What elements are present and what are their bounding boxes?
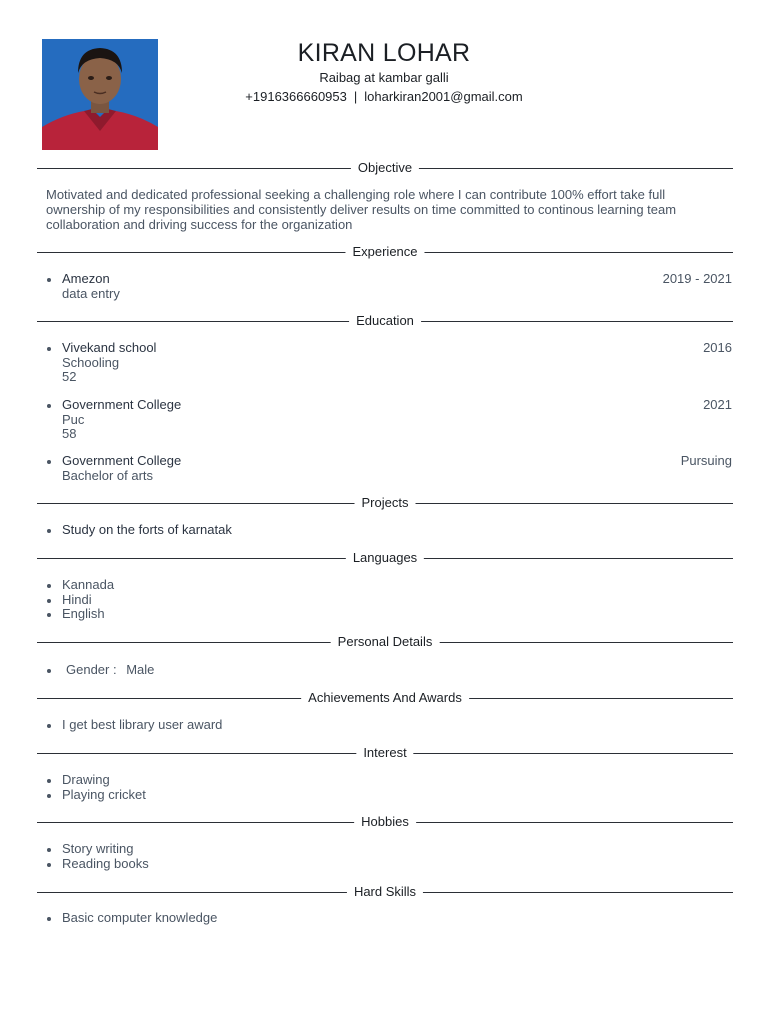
achievement-item: I get best library user award (46, 718, 222, 733)
section-title: Languages (346, 550, 424, 566)
education-institution: Government College (62, 397, 182, 412)
experience-company: Amezon (62, 271, 110, 286)
section-education (37, 313, 733, 329)
project-title: Study on the forts of karnatak (62, 522, 232, 537)
skill-item: Basic computer knowledge (46, 911, 217, 926)
languages-list (46, 578, 114, 622)
interest-list (46, 773, 146, 802)
section-title: Achievements And Awards (301, 690, 469, 706)
candidate-address: Raibag at kambar galli (319, 70, 449, 85)
education-item (46, 398, 732, 442)
hobbies-list (46, 842, 149, 871)
section-title: Education (349, 313, 421, 329)
section-languages (37, 550, 733, 566)
objective-text (46, 187, 736, 232)
contact-separator: | (353, 89, 358, 104)
education-level: Puc (62, 411, 85, 427)
resume-header (0, 38, 768, 105)
section-title: Projects (355, 495, 416, 511)
section-interest (37, 745, 733, 761)
section-objective (37, 160, 733, 176)
phone-number: +1916366660953 (245, 89, 347, 104)
gender-label: Gender : (66, 662, 117, 677)
objective-line: ownership of my responsibilities and consistently deliver results on time committed to continous learning team (46, 202, 677, 217)
experience-role: data entry (62, 285, 120, 301)
personal-detail-item (46, 663, 154, 678)
experience-item (46, 272, 732, 301)
education-date: Pursuing (680, 453, 732, 468)
section-title: Personal Details (331, 634, 440, 650)
education-date: 2016 (703, 340, 732, 355)
section-hard-skills (37, 884, 733, 900)
objective-line: collaboration and driving success for the organization (46, 217, 353, 232)
hobby-item: Reading books (46, 857, 149, 872)
contact-line (0, 88, 768, 105)
email-address: loharkiran2001@gmail.com (364, 89, 523, 104)
hobby-item: Story writing (46, 842, 149, 857)
education-score: 58 (62, 426, 77, 441)
achievements-list (46, 718, 222, 733)
section-experience (37, 244, 733, 260)
section-title: Hobbies (354, 814, 416, 830)
section-title: Experience (345, 244, 424, 260)
experience-date: 2019 - 2021 (662, 271, 732, 286)
education-level: Bachelor of arts (62, 467, 154, 483)
section-title: Hard Skills (347, 884, 423, 900)
objective-line: Motivated and dedicated professional seeking a challenging role where I can contribute 100% effort take full (46, 187, 666, 202)
section-hobbies (37, 814, 733, 830)
gender-value: Male (126, 662, 155, 677)
education-date: 2021 (703, 397, 732, 412)
section-achievements (37, 690, 733, 706)
language-item: Hindi (46, 593, 114, 608)
section-personal-details (37, 634, 733, 650)
personal-details-list (46, 663, 154, 678)
section-title: Interest (356, 745, 413, 761)
skills-list (46, 911, 217, 926)
education-score: 52 (62, 369, 77, 384)
project-item (46, 523, 732, 538)
section-title: Objective (351, 160, 419, 176)
interest-item: Drawing (46, 773, 146, 788)
education-institution: Vivekand school (62, 340, 157, 355)
education-institution: Government College (62, 453, 182, 468)
education-item (46, 454, 732, 483)
section-projects (37, 495, 733, 511)
education-item (46, 341, 732, 385)
candidate-name: KIRAN LOHAR (297, 39, 471, 67)
language-item: English (46, 607, 114, 622)
interest-item: Playing cricket (46, 788, 146, 803)
language-item: Kannada (46, 578, 114, 593)
education-level: Schooling (62, 354, 120, 370)
